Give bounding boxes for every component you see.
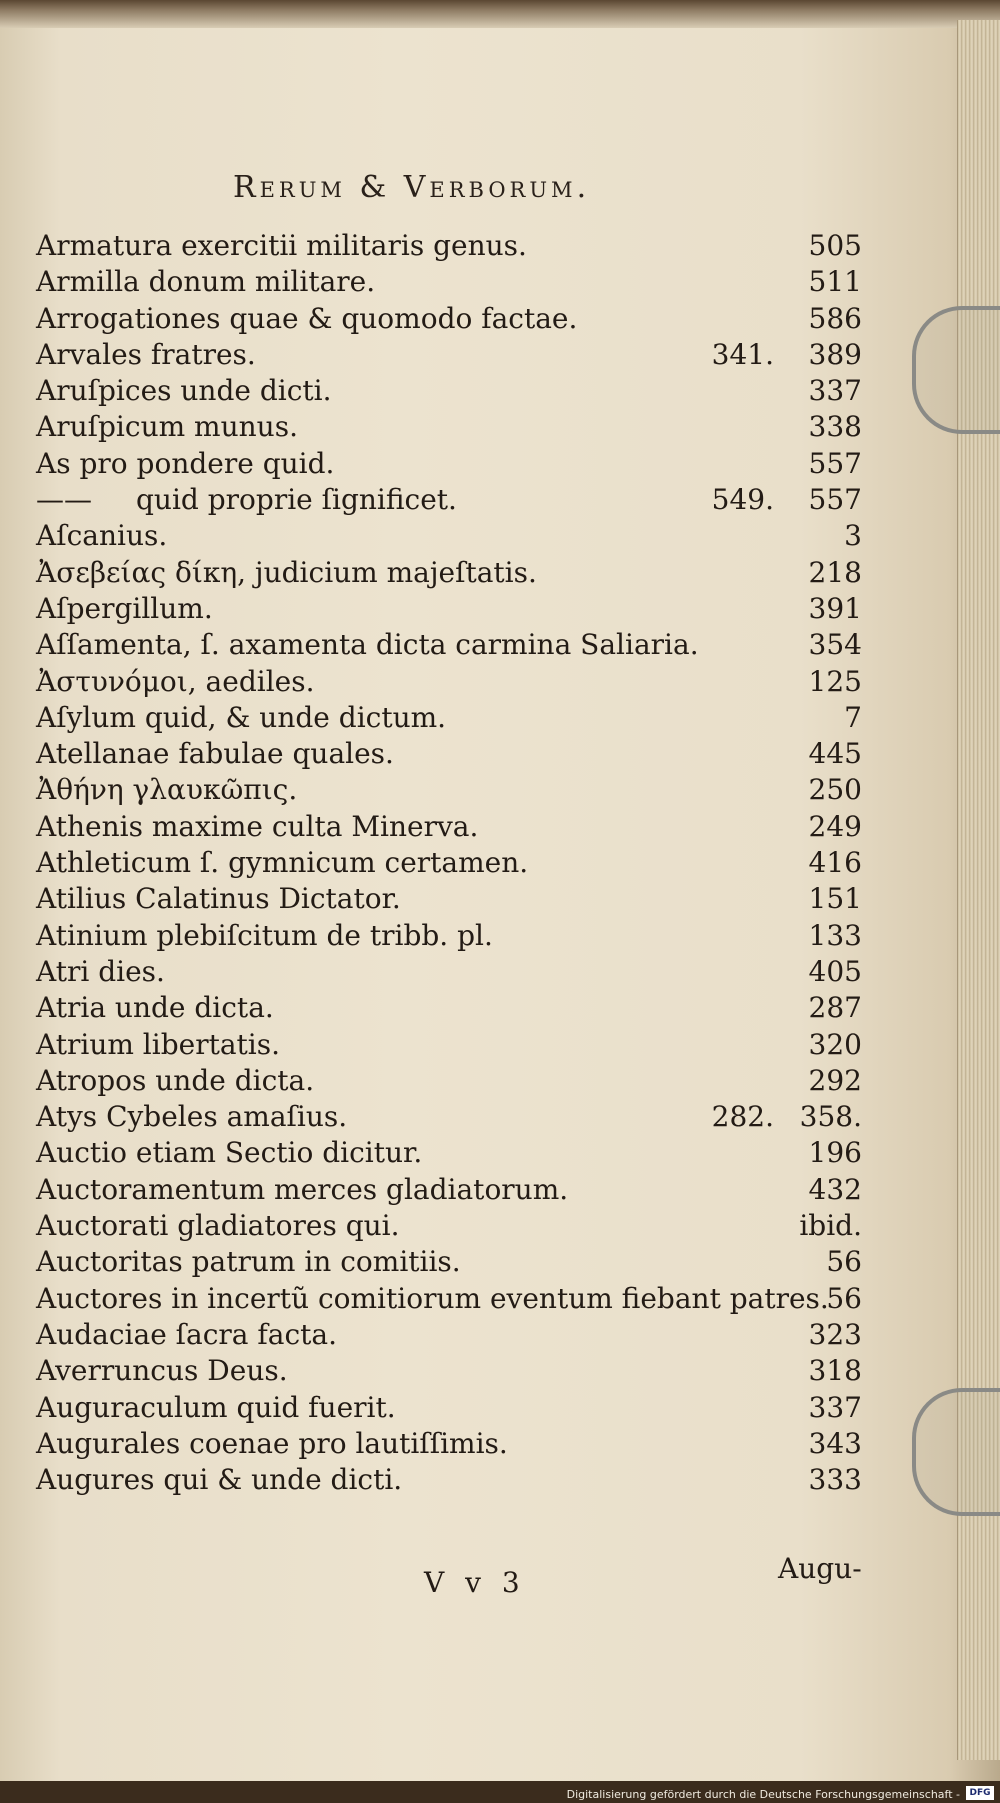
entry-page-number: 337 — [808, 374, 862, 408]
entry-page-number: ibid. — [799, 1209, 862, 1243]
entry-page-number: 354 — [808, 628, 862, 662]
index-entry — [36, 990, 866, 1026]
entry-page-number: 338 — [808, 410, 862, 444]
entry-page-number: 389 — [808, 337, 862, 371]
entry-page-number: 196 — [808, 1136, 862, 1170]
entry-term: Atri dies. — [36, 954, 165, 988]
entry-term: Ἀθήνη γλαυκῶπις. — [36, 773, 298, 807]
entry-term: As pro pondere quid. — [36, 446, 335, 480]
index-entry — [36, 1208, 866, 1244]
signature-mark: V v 3 — [424, 1566, 526, 1599]
entry-page-number: 391 — [808, 591, 862, 625]
entry-term: Auguraculum quid fuerit. — [36, 1390, 396, 1424]
entry-page-number: 337 — [808, 1390, 862, 1424]
index-entry — [36, 1353, 866, 1389]
entry-page-number: 405 — [808, 954, 862, 988]
entry-term: Atrium libertatis. — [36, 1027, 281, 1061]
entry-term: Arvales fratres. — [36, 337, 256, 371]
entry-page-number: 432 — [808, 1172, 862, 1206]
entry-term: Atilius Calatinus Dictator. — [36, 882, 401, 916]
index-entry — [36, 301, 866, 337]
entry-page-number: 416 — [808, 846, 862, 880]
entry-term: Aſylum quid, & unde dictum. — [36, 700, 447, 734]
index-entry — [36, 881, 866, 917]
entry-page-number: 133 — [808, 918, 862, 952]
entry-term: Atellanae fabulae quales. — [36, 737, 394, 771]
index-entry — [36, 954, 866, 990]
entry-term: Arrogationes quae & quomodo factae. — [36, 301, 578, 335]
index-entry — [36, 1390, 866, 1426]
index-entry — [36, 482, 866, 518]
index-entry — [36, 1426, 866, 1462]
entry-extra-page: 549. — [711, 483, 774, 517]
index-entry — [36, 518, 866, 554]
entry-term: quid proprie ſignificet. — [136, 483, 457, 517]
entry-page-number: 505 — [808, 229, 862, 262]
entry-page-number: 586 — [808, 301, 862, 335]
index-entry — [36, 373, 866, 409]
entry-term: Aſſamenta, ſ. axamenta dicta carmina Saliaria. — [36, 628, 699, 662]
index-entry — [36, 845, 866, 881]
entry-page-number: 511 — [808, 265, 862, 299]
index-entry — [36, 1027, 866, 1063]
entry-term: Auctores in incertũ comitiorum eventum fiebant patres. — [36, 1281, 829, 1315]
entry-term: Aſpergillum. — [36, 591, 213, 625]
index-entry — [36, 228, 866, 264]
entry-page-number: 445 — [808, 737, 862, 771]
entry-term: Audaciae ſacra facta. — [36, 1317, 337, 1351]
entry-page-number: 7 — [844, 700, 862, 734]
index-entry — [36, 591, 866, 627]
index-entry — [36, 1063, 866, 1099]
index-entry — [36, 918, 866, 954]
index-entry — [36, 1172, 866, 1208]
entry-term: Auctoramentum merces gladiatorum. — [36, 1172, 569, 1206]
entry-term: Auctorati gladiatores qui. — [36, 1209, 400, 1243]
entry-page-number: 323 — [808, 1317, 862, 1351]
index-entry — [36, 664, 866, 700]
entry-page-number: 287 — [808, 991, 862, 1025]
entry-term: Ἀστυνόμοι, aediles. — [36, 664, 315, 698]
entry-term: Aruſpicum munus. — [36, 410, 298, 444]
entry-page-number: 557 — [808, 483, 862, 517]
digitization-credit: Digitalisierung gefördert durch die Deutsche Forschungsgemeinschaft - — [566, 1788, 960, 1801]
index-entry — [36, 1099, 866, 1135]
entry-term: Augures qui & unde dicti. — [36, 1463, 403, 1497]
index-entry — [36, 1281, 866, 1317]
entry-page-number: 343 — [808, 1426, 862, 1460]
entry-page-number: 358. — [799, 1100, 862, 1134]
index-entry — [36, 409, 866, 445]
entry-term: Atinium plebiſcitum de tribb. pl. — [36, 918, 493, 952]
entry-page-number: 318 — [808, 1354, 862, 1388]
index-entry — [36, 555, 866, 591]
index-entries — [36, 228, 866, 1498]
entry-page-number: 333 — [808, 1463, 862, 1497]
index-entry — [36, 772, 866, 808]
entry-page-number: 56 — [826, 1245, 862, 1279]
entry-term: Augurales coenae pro lautiſſimis. — [36, 1426, 508, 1460]
index-entry — [36, 700, 866, 736]
index-entry — [36, 627, 866, 663]
entry-page-number: 292 — [808, 1063, 862, 1097]
index-entry — [36, 1317, 866, 1353]
entry-term: Athleticum ſ. gymnicum certamen. — [36, 846, 529, 880]
entry-term: Atria unde dicta. — [36, 991, 274, 1025]
binder-clip-upper — [912, 306, 1000, 434]
entry-term: Armilla donum militare. — [36, 265, 376, 299]
entry-page-number: 557 — [808, 446, 862, 480]
entry-term: Atys Cybeles amaſius. — [36, 1100, 348, 1134]
index-entry — [36, 337, 866, 373]
entry-page-number: 3 — [844, 519, 862, 553]
catchword: Augu- — [778, 1552, 862, 1585]
entry-term: Armatura exercitii militaris genus. — [36, 229, 527, 262]
entry-page-number: 151 — [808, 882, 862, 916]
entry-term: Ἀσεβείας δίκη, judicium majeſtatis. — [36, 555, 537, 589]
entry-page-number: 320 — [808, 1027, 862, 1061]
index-entry — [36, 809, 866, 845]
entry-page-number: 125 — [808, 664, 862, 698]
entry-page-number: 218 — [808, 555, 862, 589]
index-entry — [36, 446, 866, 482]
entry-term: Auctio etiam Sectio dicitur. — [36, 1136, 423, 1170]
entry-term: Aſcanius. — [36, 519, 168, 553]
index-entry — [36, 264, 866, 300]
index-entry — [36, 1244, 866, 1280]
entry-page-number: 250 — [808, 773, 862, 807]
entry-extra-page: 341. — [711, 337, 774, 371]
entry-page-number: 56 — [826, 1281, 862, 1315]
page-top-edge — [0, 0, 1000, 28]
binder-clip-lower — [912, 1388, 1000, 1516]
entry-page-number: 249 — [808, 809, 862, 843]
running-head: Rerum & Verborum. — [233, 170, 591, 205]
entry-term: Athenis maxime culta Minerva. — [36, 809, 479, 843]
entry-term: Aruſpices unde dicti. — [36, 374, 332, 408]
entry-extra-page: 282. — [711, 1100, 774, 1134]
index-entry — [36, 1135, 866, 1171]
ditto-dash: —— — [36, 483, 92, 517]
dfg-logo: DFG — [966, 1786, 994, 1800]
index-entry — [36, 1462, 866, 1498]
entry-term: Auctoritas patrum in comitiis. — [36, 1245, 461, 1279]
entry-term: Averruncus Deus. — [36, 1354, 288, 1388]
entry-term: Atropos unde dicta. — [36, 1063, 315, 1097]
index-entry — [36, 736, 866, 772]
